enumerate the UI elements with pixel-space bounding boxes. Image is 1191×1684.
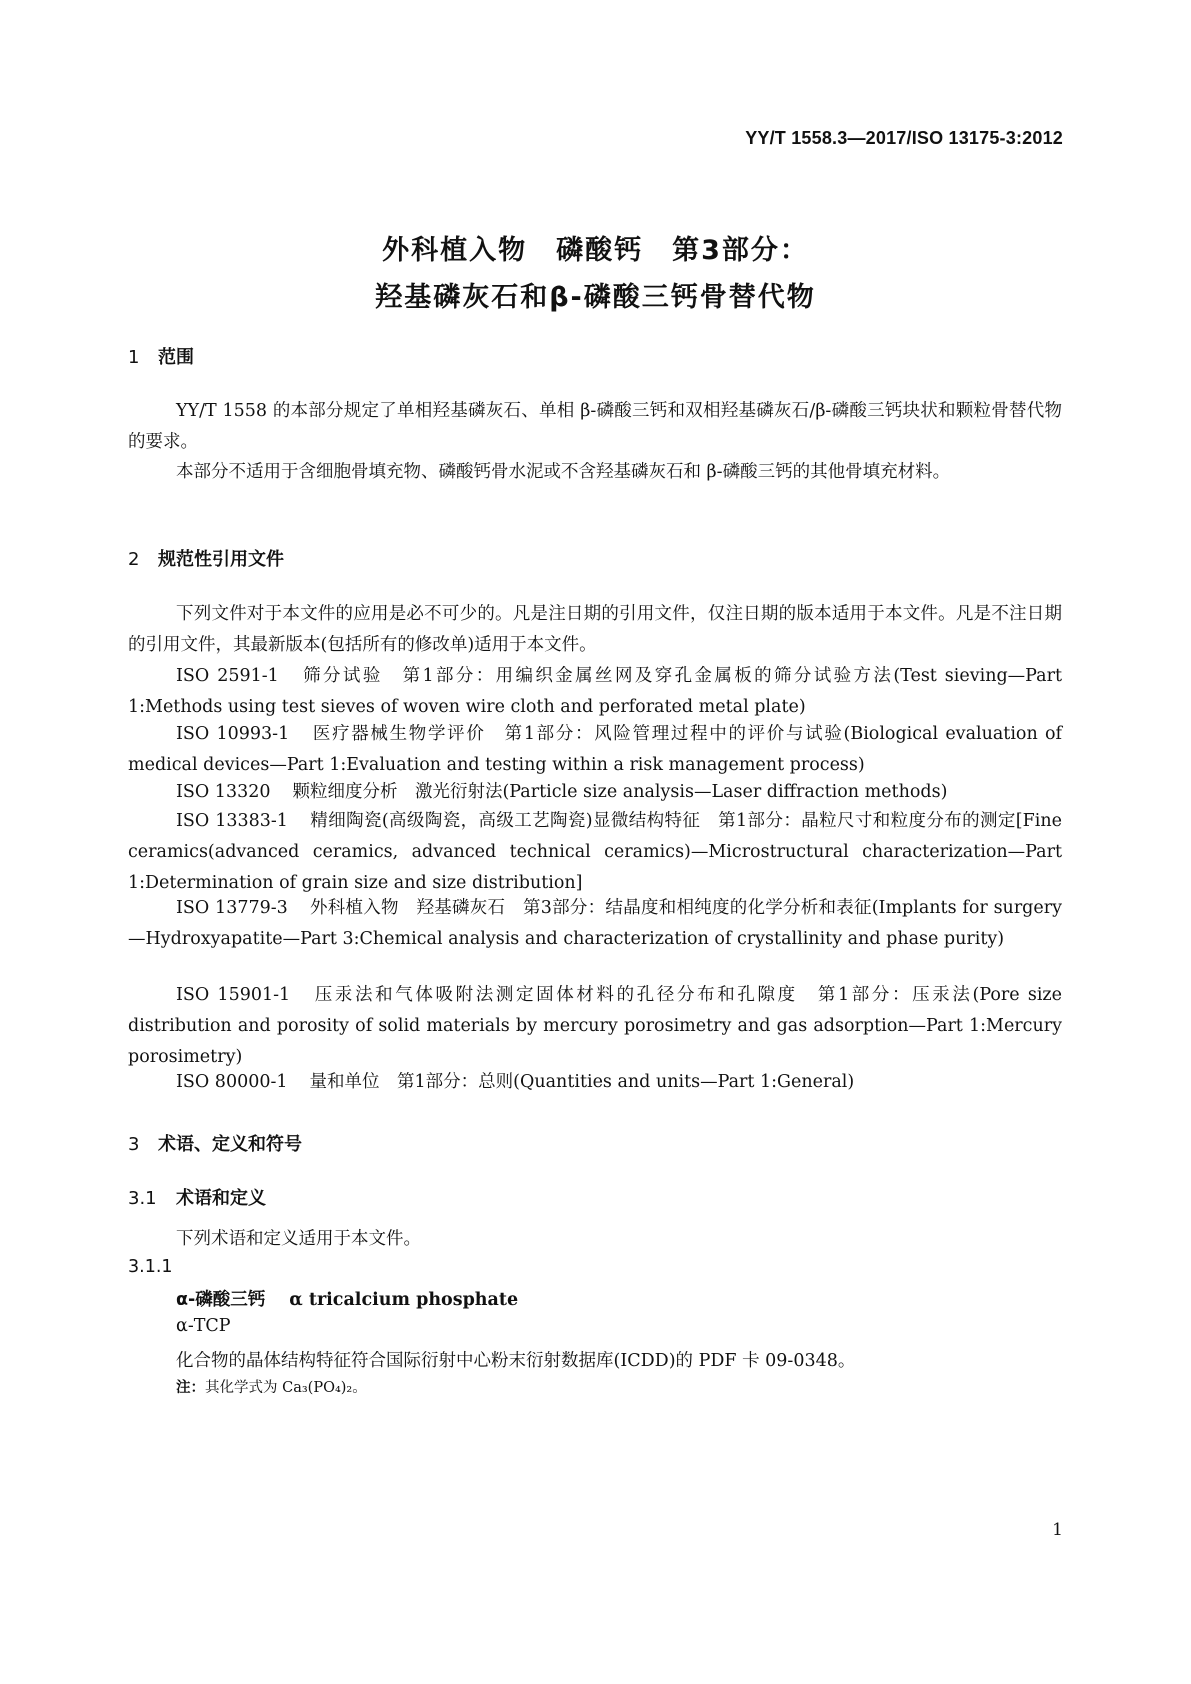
section-3-heading xyxy=(128,1130,302,1156)
subsection-3-1-heading xyxy=(128,1184,266,1210)
section-title: 术语、定义和符号 xyxy=(158,1134,302,1155)
note-label: 注： xyxy=(176,1380,205,1396)
subsection-title: 术语和定义 xyxy=(176,1188,266,1209)
section-2-heading xyxy=(128,545,284,571)
reference-code: ISO 13779-3 xyxy=(176,898,288,918)
reference-title: 医疗器械生物学评价 第1部分：风险管理过程中的评价与试验(Biological evaluation of medical devices—Part 1:Evaluation and testing within a risk management process) xyxy=(128,724,1062,775)
term-entry xyxy=(176,1286,518,1311)
reference-item xyxy=(128,980,1062,1073)
reference-title: 外科植入物 羟基磷灰石 第3部分：结晶度和相纯度的化学分析和表征(Implants for surgery—Hydroxyapatite—Part 3:Chemical analysis and characterization of crystallinity and phase purity) xyxy=(128,898,1062,949)
reference-item xyxy=(128,661,1062,723)
scope-paragraph-2: 本部分不适用于含细胞骨填充物、磷酸钙骨水泥或不含羟基磷灰石和 β-磷酸三钙的其他骨填充材料。 xyxy=(176,462,951,482)
reference-code: ISO 2591-1 xyxy=(176,666,279,686)
section-number: 3 xyxy=(128,1134,140,1155)
page-number: 1 xyxy=(1052,1520,1063,1540)
reference-title: 压汞法和气体吸附法测定固体材料的孔径分布和孔隙度 第1部分：压汞法(Pore size distribution and porosity of solid materials by mercury porosimetry and gas adsorption—Part 1:Mercury porosimetry) xyxy=(128,985,1063,1067)
subsection-number: 3.1 xyxy=(128,1188,157,1209)
term-number: 3.1.1 xyxy=(128,1257,173,1277)
reference-item xyxy=(128,1067,1062,1098)
section-1-heading xyxy=(128,343,194,369)
terms-intro: 下列术语和定义适用于本文件。 xyxy=(176,1229,421,1249)
normative-intro: 下列文件对于本文件的应用是必不可少的。凡是注日期的引用文件，仅注日期的版本适用于本文件。凡是不注日期的引用文件，其最新版本(包括所有的修改单)适用于本文件。 xyxy=(128,604,1062,655)
reference-code: ISO 10993-1 xyxy=(176,724,290,744)
section-title: 规范性引用文件 xyxy=(158,549,284,570)
reference-title: 精细陶瓷(高级陶瓷，高级工艺陶瓷)显微结构特征 第1部分：晶粒尺寸和粒度分布的测定[Fine ceramics(advanced ceramics, advanced technical ceramics)—Microstructural characterization—Part 1:Determination of grain size and size distribution] xyxy=(128,811,1063,893)
note-text: 其化学式为 Ca₃(PO₄)₂。 xyxy=(205,1380,367,1396)
section-number: 2 xyxy=(128,549,140,570)
standard-code: YY/T 1558.3—2017/ISO 13175-3:2012 xyxy=(745,128,1063,148)
section-title: 范围 xyxy=(158,347,194,368)
document-title-line2: 羟基磷灰石和β-磷酸三钙骨替代物 xyxy=(375,282,816,313)
term-english: α tricalcium phosphate xyxy=(289,1290,519,1310)
reference-code: ISO 13383-1 xyxy=(176,811,288,831)
reference-code: ISO 13320 xyxy=(176,782,271,802)
document-title-line1: 外科植入物 磷酸钙 第3部分： xyxy=(382,235,809,266)
term-definition: 化合物的晶体结构特征符合国际衍射中心粉末衍射数据库(ICDD)的 PDF 卡 09-0348。 xyxy=(176,1351,856,1371)
reference-item xyxy=(128,719,1062,781)
term-abbreviation: α-TCP xyxy=(176,1316,231,1336)
reference-title: 筛分试验 第1部分：用编织金属丝网及穿孔金属板的筛分试验方法(Test sieving—Part 1:Methods using test sieves of woven wire cloth and perforated metal plate) xyxy=(128,666,1062,717)
section-number: 1 xyxy=(128,347,140,368)
scope-paragraph-1: YY/T 1558 的本部分规定了单相羟基磷灰石、单相 β-磷酸三钙和双相羟基磷灰石/β-磷酸三钙块状和颗粒骨替代物的要求。 xyxy=(128,401,1062,452)
reference-item xyxy=(128,777,1062,808)
reference-title: 颗粒细度分析 激光衍射法(Particle size analysis—Laser diffraction methods) xyxy=(292,782,948,802)
reference-code: ISO 15901-1 xyxy=(176,985,291,1005)
reference-item xyxy=(128,893,1062,955)
reference-code: ISO 80000-1 xyxy=(176,1072,288,1092)
reference-title: 量和单位 第1部分：总则(Quantities and units—Part 1:General) xyxy=(309,1072,855,1092)
reference-item xyxy=(128,806,1062,899)
term-note xyxy=(176,1376,367,1397)
term-chinese: α-磷酸三钙 xyxy=(176,1290,266,1310)
